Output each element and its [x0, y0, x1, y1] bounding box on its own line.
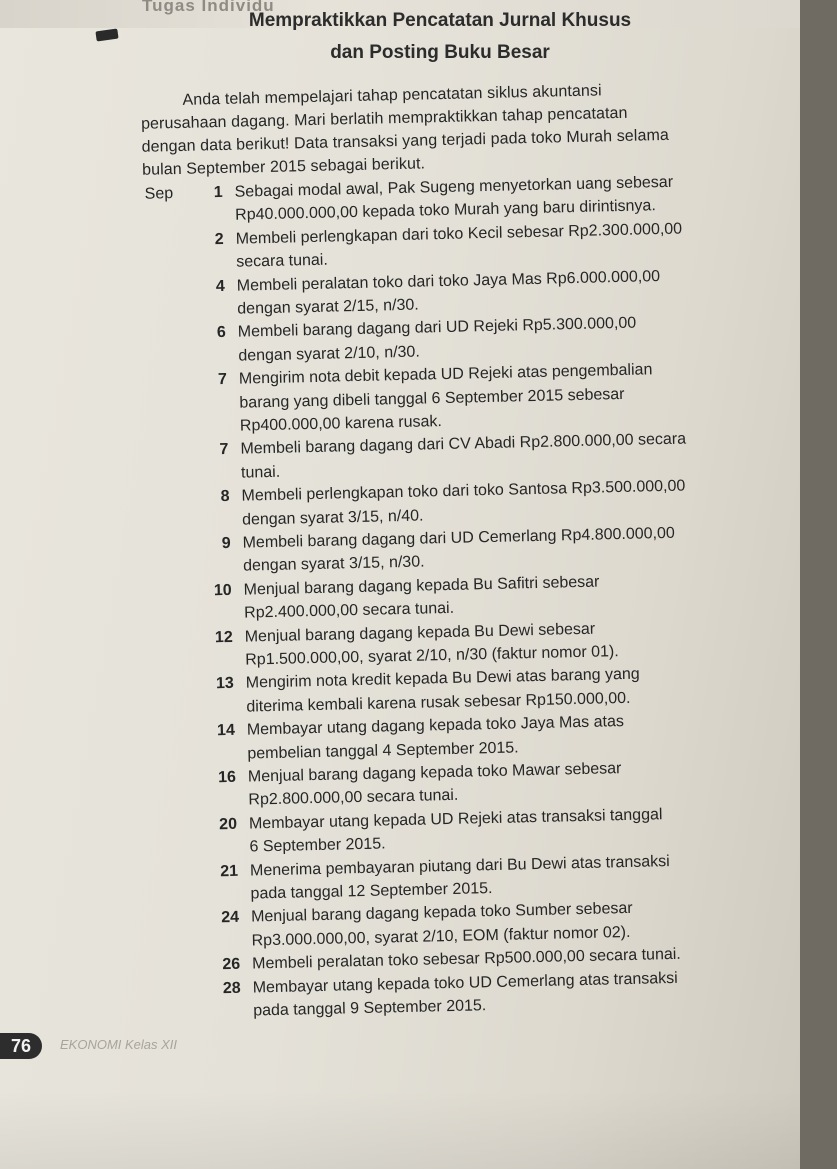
transaction-text: pada tanggal 12 September 2015.: [250, 880, 493, 903]
transaction-text: Sebagai modal awal, Pak Sugeng menyetorkan uang sebesar: [234, 173, 674, 201]
transaction-text: Membeli peralatan toko dari toko Jaya Mas Rp6.000.000,00: [236, 267, 661, 295]
transaction-day: 9: [221, 534, 231, 553]
transaction-entry: [9, 475, 800, 529]
transaction-text: dengan syarat 3/15, n/40.: [241, 507, 424, 529]
transaction-day: 16: [217, 768, 237, 787]
transaction-text: Membeli barang dagang dari UD Rejeki Rp5.300.000,00: [237, 315, 637, 342]
section-label: Tugas Individu: [142, 0, 275, 15]
transaction-day: 10: [213, 581, 232, 600]
transaction-text: Membayar utang dagang kepada toko Jaya Mas atas: [246, 713, 625, 739]
page-number: 76: [0, 1033, 42, 1059]
transaction-text: Rp40.000.000,00 kepada toko Murah yang baru dirintisnya.: [234, 197, 657, 225]
transaction-day: 28: [222, 979, 241, 997]
transaction-text: 6 September 2015.: [249, 835, 386, 856]
book-title: EKONOMI Kelas XII: [60, 1037, 178, 1052]
transaction-text: barang yang dibeli tanggal 6 September 2015 sebesar: [239, 385, 625, 412]
transaction-text: pada tanggal 9 September 2015.: [253, 997, 487, 1020]
transaction-day: 7: [219, 441, 229, 459]
transaction-entry: [5, 264, 800, 318]
transaction-text: Membayar utang kepada toko UD Cemerlang atas transaksi: [252, 969, 678, 997]
transaction-day: 8: [220, 488, 230, 506]
transaction-text: pembelian tanggal 4 September 2015.: [247, 738, 519, 763]
transaction-text: tunai.: [240, 463, 281, 482]
transaction-text: Mengirim nota debit kepada UD Rejeki atas pengembalian: [238, 361, 653, 388]
transaction-text: dengan syarat 2/15, n/30.: [237, 296, 419, 318]
transaction-day: 7: [217, 371, 228, 389]
intro-line: Anda telah mempelajari tahap pencatatan siklus akuntansi: [182, 82, 602, 109]
transaction-day: 6: [216, 324, 227, 342]
transaction-text: Menerima pembayaran piutang dari Bu Dewi atas transaksi: [249, 852, 670, 880]
transaction-day: 12: [214, 628, 233, 646]
transaction-day: 21: [220, 862, 239, 880]
transaction-day: 20: [219, 815, 238, 834]
transaction-text: diterima kembali karena rusak sebesar Rp150.000,00.: [246, 689, 631, 716]
intro-line: bulan September 2015 sebagai berikut.: [141, 155, 426, 179]
transaction-day: 13: [215, 675, 234, 693]
intro-line: perusahaan dagang. Mari berlatih mempraktikkan tahap pencatatan: [140, 104, 628, 133]
transaction-text: Rp400.000,00 karena rusak.: [239, 413, 443, 435]
transaction-text: Membeli perlengkapan toko dari toko Santosa Rp3.500.000,00: [241, 477, 686, 505]
month-label: Sep: [144, 185, 174, 203]
transaction-text: Mengirim nota kredit kepada Bu Dewi atas barang yang: [245, 666, 640, 692]
transaction-text: dengan syarat 3/15, n/30.: [242, 553, 425, 575]
transaction-text: Menjual barang dagang kepada toko Mawar sebesar: [247, 760, 622, 786]
transaction-day: 14: [216, 722, 236, 740]
transaction-day: 4: [215, 277, 225, 295]
transaction-text: secara tunai.: [236, 251, 329, 271]
transaction-day: 24: [221, 909, 240, 927]
transaction-text: Membayar utang kepada UD Rejeki atas transaksi tanggal: [248, 805, 663, 833]
transaction-day: 2: [214, 230, 224, 248]
transaction-day: 1: [213, 183, 223, 202]
transaction-text: Rp1.500.000,00, syarat 2/10, n/30 (faktur nomor 01).: [245, 643, 619, 669]
page-title-line-1: Mempraktikkan Pencatatan Jurnal Khusus: [248, 10, 632, 31]
intro-line: dengan data berikut! Data transaksi yang terjadi pada toko Murah selama: [141, 126, 670, 156]
transaction-day: 26: [222, 955, 241, 974]
transaction-text: Menjual barang dagang kepada toko Sumber sebesar: [250, 900, 633, 926]
page-title-line-2: dan Posting Buku Besar: [330, 42, 550, 63]
transaction-text: Menjual barang dagang kepada Bu Safitri sebesar: [243, 573, 600, 599]
decorative-mark: [95, 29, 118, 42]
transaction-text: Membeli perlengkapan dari toko Kecil sebesar Rp2.300.000,00: [235, 220, 683, 248]
transaction-text: dengan syarat 2/10, n/30.: [238, 343, 420, 365]
transaction-text: Rp2.400.000,00 secara tunai.: [244, 600, 455, 622]
transaction-text: Membeli barang dagang dari CV Abadi Rp2.800.000,00 secara: [240, 430, 687, 459]
transaction-text: Membeli barang dagang dari UD Cemerlang Rp4.800.000,00: [242, 524, 675, 552]
transaction-text: Membeli peralatan toko sebesar Rp500.000,00 secara tunai.: [251, 945, 681, 973]
transaction-text: Menjual barang dagang kepada Bu Dewi sebesar: [244, 620, 596, 646]
transaction-text: Rp3.000.000,00, syarat 2/10, EOM (faktur nomor 02).: [251, 923, 631, 950]
transaction-text: Rp2.800.000,00 secara tunai.: [248, 787, 459, 809]
transaction-entry: [18, 849, 800, 903]
